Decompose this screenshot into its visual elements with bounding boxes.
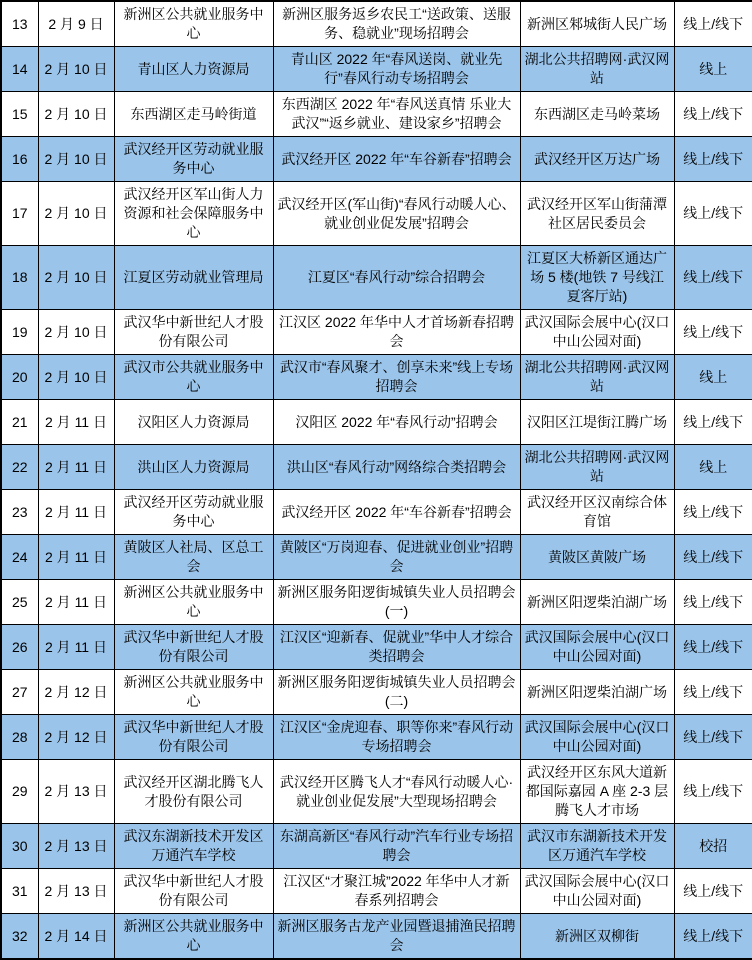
table-row: [1, 310, 752, 355]
venue-cell: 武汉经开区东风大道新都国际嘉园 A 座 2-3 层腾飞人才市场: [520, 760, 674, 824]
event-name-cell: 武汉经开区腾飞人才“春风行动暖人心·就业创业促发展”大型现场招聘会: [273, 760, 520, 824]
format-cell: 线上/线下: [674, 182, 752, 246]
table-row: [1, 1, 752, 47]
date-cell: 2 月 10 日: [38, 246, 114, 310]
table-row: [1, 445, 752, 490]
organizer-cell: 江夏区劳动就业管理局: [114, 246, 273, 310]
event-name-cell: 江汉区“迎新春、促就业”华中人才综合类招聘会: [273, 625, 520, 670]
format-cell: 线上/线下: [674, 400, 752, 445]
organizer-cell: 武汉经开区湖北腾飞人才股份有限公司: [114, 760, 273, 824]
event-name-cell: 江夏区“春风行动”综合招聘会: [273, 246, 520, 310]
organizer-cell: 武汉经开区劳动就业服务中心: [114, 137, 273, 182]
organizer-cell: 武汉华中新世纪人才股份有限公司: [114, 715, 273, 760]
row-number-cell: 19: [1, 310, 38, 355]
table-row: [1, 535, 752, 580]
table-row: [1, 355, 752, 400]
venue-cell: 湖北公共招聘网·武汉网站: [520, 355, 674, 400]
date-cell: 2 月 10 日: [38, 92, 114, 137]
format-cell: 线上: [674, 445, 752, 490]
organizer-cell: 武汉市公共就业服务中心: [114, 355, 273, 400]
format-cell: 线上: [674, 47, 752, 92]
table-row: [1, 760, 752, 824]
date-cell: 2 月 13 日: [38, 760, 114, 824]
event-name-cell: 武汉经开区 2022 年“车谷新春”招聘会: [273, 490, 520, 535]
event-name-cell: 黄陂区“万岗迎春、促进就业创业”招聘会: [273, 535, 520, 580]
venue-cell: 新洲区阳逻柴泊湖广场: [520, 670, 674, 715]
date-cell: 2 月 11 日: [38, 490, 114, 535]
table-row: [1, 914, 752, 960]
date-cell: 2 月 10 日: [38, 137, 114, 182]
venue-cell: 武汉国际会展中心(汉口中山公园对面): [520, 869, 674, 914]
row-number-cell: 14: [1, 47, 38, 92]
row-number-cell: 13: [1, 1, 38, 47]
format-cell: 线上/线下: [674, 137, 752, 182]
venue-cell: 东西湖区走马岭菜场: [520, 92, 674, 137]
table-row: [1, 137, 752, 182]
event-name-cell: 武汉经开区 2022 年“车谷新春”招聘会: [273, 137, 520, 182]
format-cell: 线上/线下: [674, 1, 752, 47]
organizer-cell: 新洲区公共就业服务中心: [114, 580, 273, 625]
row-number-cell: 22: [1, 445, 38, 490]
format-cell: 线上/线下: [674, 580, 752, 625]
format-cell: 线上/线下: [674, 490, 752, 535]
event-name-cell: 江汉区“金虎迎春、职等你来”春风行动专场招聘会: [273, 715, 520, 760]
event-name-cell: 洪山区“春风行动”网络综合类招聘会: [273, 445, 520, 490]
row-number-cell: 24: [1, 535, 38, 580]
row-number-cell: 26: [1, 625, 38, 670]
format-cell: 线上/线下: [674, 625, 752, 670]
date-cell: 2 月 14 日: [38, 914, 114, 960]
table-row: [1, 246, 752, 310]
date-cell: 2 月 10 日: [38, 310, 114, 355]
event-name-cell: 新洲区服务阳逻街城镇失业人员招聘会(二): [273, 670, 520, 715]
table-row: [1, 869, 752, 914]
table-row: [1, 580, 752, 625]
table-row: [1, 824, 752, 869]
event-name-cell: 新洲区服务返乡农民工“送政策、送服务、稳就业”现场招聘会: [273, 1, 520, 47]
venue-cell: 武汉经开区汉南综合体育馆: [520, 490, 674, 535]
format-cell: 线上/线下: [674, 715, 752, 760]
organizer-cell: 武汉经开区劳动就业服务中心: [114, 490, 273, 535]
organizer-cell: 武汉华中新世纪人才股份有限公司: [114, 310, 273, 355]
table-body: [1, 1, 752, 959]
organizer-cell: 新洲区公共就业服务中心: [114, 670, 273, 715]
date-cell: 2 月 12 日: [38, 715, 114, 760]
event-name-cell: 新洲区服务阳逻街城镇失业人员招聘会(一): [273, 580, 520, 625]
venue-cell: 武汉国际会展中心(汉口中山公园对面): [520, 715, 674, 760]
format-cell: 线上/线下: [674, 914, 752, 960]
row-number-cell: 28: [1, 715, 38, 760]
format-cell: 线上/线下: [674, 246, 752, 310]
table-row: [1, 490, 752, 535]
date-cell: 2 月 10 日: [38, 355, 114, 400]
organizer-cell: 青山区人力资源局: [114, 47, 273, 92]
table-row: [1, 715, 752, 760]
date-cell: 2 月 11 日: [38, 625, 114, 670]
format-cell: 校招: [674, 824, 752, 869]
table-row: [1, 400, 752, 445]
format-cell: 线上/线下: [674, 670, 752, 715]
event-name-cell: 武汉经开区(军山街)“春风行动暖人心、就业创业促发展”招聘会: [273, 182, 520, 246]
date-cell: 2 月 13 日: [38, 869, 114, 914]
organizer-cell: 东西湖区走马岭街道: [114, 92, 273, 137]
table-row: [1, 47, 752, 92]
venue-cell: 新洲区邾城街人民广场: [520, 1, 674, 47]
venue-cell: 武汉国际会展中心(汉口中山公园对面): [520, 310, 674, 355]
event-name-cell: 青山区 2022 年“春风送岗、就业先行”春风行动专场招聘会: [273, 47, 520, 92]
organizer-cell: 新洲区公共就业服务中心: [114, 914, 273, 960]
table-row: [1, 670, 752, 715]
row-number-cell: 15: [1, 92, 38, 137]
organizer-cell: 武汉经开区军山街人力资源和社会保障服务中心: [114, 182, 273, 246]
format-cell: 线上: [674, 355, 752, 400]
date-cell: 2 月 11 日: [38, 400, 114, 445]
row-number-cell: 16: [1, 137, 38, 182]
organizer-cell: 新洲区公共就业服务中心: [114, 1, 273, 47]
venue-cell: 汉阳区江堤街江腾广场: [520, 400, 674, 445]
event-name-cell: 东西湖区 2022 年“春风送真情 乐业大武汉”“返乡就业、建设家乡”招聘会: [273, 92, 520, 137]
venue-cell: 江夏区大桥新区通达广场 5 楼(地铁 7 号线江夏客厅站): [520, 246, 674, 310]
row-number-cell: 30: [1, 824, 38, 869]
date-cell: 2 月 10 日: [38, 182, 114, 246]
date-cell: 2 月 11 日: [38, 445, 114, 490]
row-number-cell: 25: [1, 580, 38, 625]
event-name-cell: 江汉区 2022 年华中人才首场新春招聘会: [273, 310, 520, 355]
date-cell: 2 月 9 日: [38, 1, 114, 47]
venue-cell: 新洲区阳逻柴泊湖广场: [520, 580, 674, 625]
date-cell: 2 月 11 日: [38, 535, 114, 580]
table-row: [1, 92, 752, 137]
table-row: [1, 625, 752, 670]
format-cell: 线上/线下: [674, 869, 752, 914]
row-number-cell: 17: [1, 182, 38, 246]
venue-cell: 湖北公共招聘网·武汉网站: [520, 47, 674, 92]
event-name-cell: 新洲区服务古龙产业园暨退捕渔民招聘会: [273, 914, 520, 960]
row-number-cell: 18: [1, 246, 38, 310]
row-number-cell: 32: [1, 914, 38, 960]
venue-cell: 武汉经开区军山街蒲潭社区居民委员会: [520, 182, 674, 246]
date-cell: 2 月 12 日: [38, 670, 114, 715]
format-cell: 线上/线下: [674, 535, 752, 580]
venue-cell: 新洲区双柳街: [520, 914, 674, 960]
format-cell: 线上/线下: [674, 310, 752, 355]
venue-cell: 武汉市东湖新技术开发区万通汽车学校: [520, 824, 674, 869]
venue-cell: 武汉国际会展中心(汉口中山公园对面): [520, 625, 674, 670]
venue-cell: 武汉经开区万达广场: [520, 137, 674, 182]
event-name-cell: 武汉市“春风聚才、创享未来”线上专场招聘会: [273, 355, 520, 400]
format-cell: 线上/线下: [674, 760, 752, 824]
date-cell: 2 月 11 日: [38, 580, 114, 625]
date-cell: 2 月 10 日: [38, 47, 114, 92]
event-name-cell: 江汉区“才聚江城”2022 年华中人才新春系列招聘会: [273, 869, 520, 914]
venue-cell: 黄陂区黄陂广场: [520, 535, 674, 580]
event-name-cell: 汉阳区 2022 年“春风行动”招聘会: [273, 400, 520, 445]
row-number-cell: 29: [1, 760, 38, 824]
organizer-cell: 武汉华中新世纪人才股份有限公司: [114, 625, 273, 670]
date-cell: 2 月 13 日: [38, 824, 114, 869]
row-number-cell: 21: [1, 400, 38, 445]
event-name-cell: 东湖高新区“春风行动”汽车行业专场招聘会: [273, 824, 520, 869]
venue-cell: 湖北公共招聘网·武汉网站: [520, 445, 674, 490]
organizer-cell: 黄陂区人社局、区总工会: [114, 535, 273, 580]
row-number-cell: 20: [1, 355, 38, 400]
organizer-cell: 汉阳区人力资源局: [114, 400, 273, 445]
format-cell: 线上/线下: [674, 92, 752, 137]
organizer-cell: 洪山区人力资源局: [114, 445, 273, 490]
table-row: [1, 182, 752, 246]
row-number-cell: 23: [1, 490, 38, 535]
organizer-cell: 武汉东湖新技术开发区万通汽车学校: [114, 824, 273, 869]
row-number-cell: 27: [1, 670, 38, 715]
row-number-cell: 31: [1, 869, 38, 914]
organizer-cell: 武汉华中新世纪人才股份有限公司: [114, 869, 273, 914]
